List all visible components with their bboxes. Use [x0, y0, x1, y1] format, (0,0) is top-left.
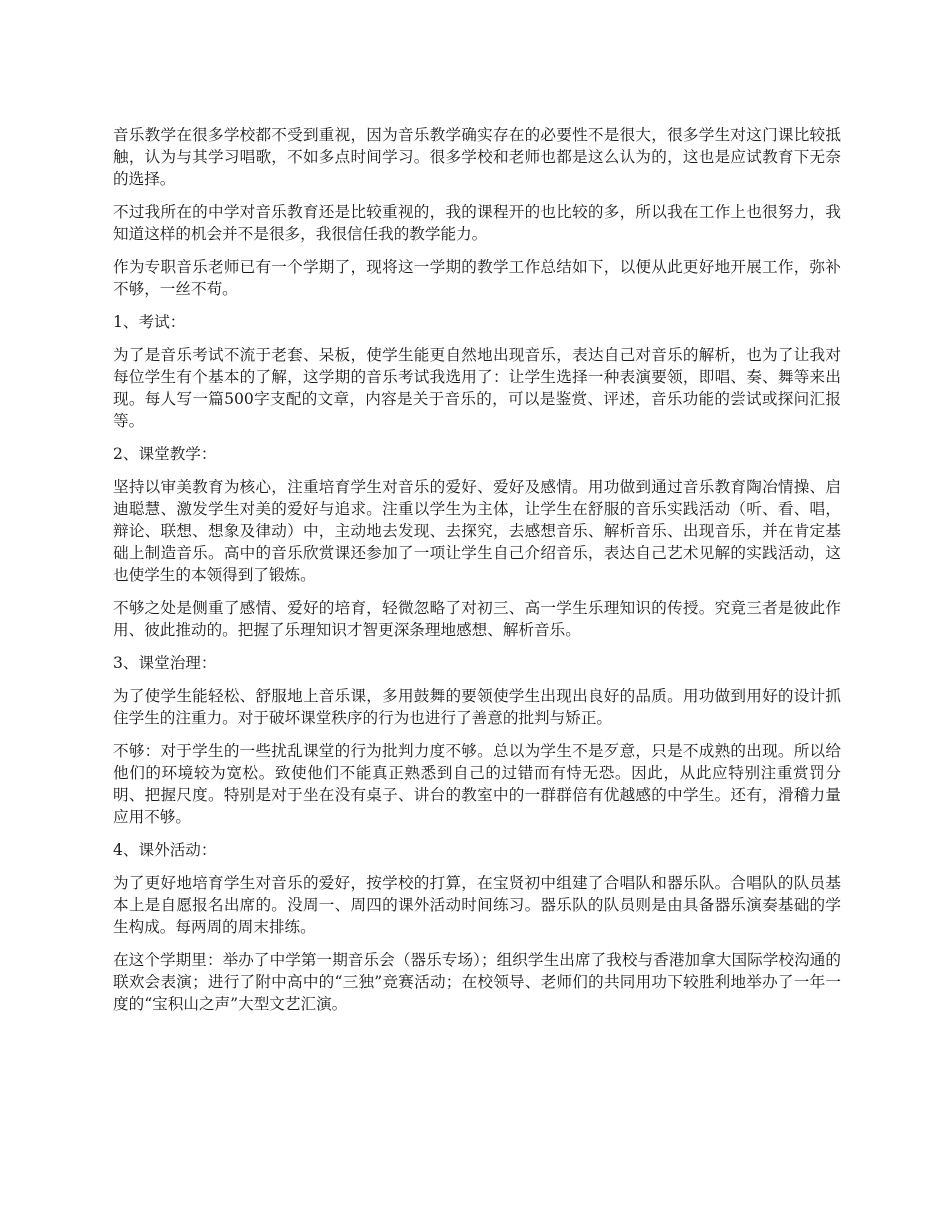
classroom-management-paragraph: 为了使学生能轻松、舒服地上音乐课，多用鼓舞的要领使学生出现出良好的品质。用功做到用好的设计抓住学生的注重力。对于破坏课堂秩序的行为也进行了善意的批判与矫正。 [113, 687, 841, 727]
section-heading-classroom-teaching: 2、课堂教学： [113, 445, 217, 463]
semester-events-paragraph: 在这个学期里：举办了中学第一期音乐会（器乐专场）；组织学生出席了我校与香港加拿大国际学校沟通的联欢会表演；进行了附中高中的“三独”竞赛活动；在校领导、老师们的共同用功下较胜利地举办了一年一度的“宝积山之声”大型文艺汇演。 [113, 951, 841, 1013]
summary-intro-paragraph: 作为专职音乐老师已有一个学期了，现将这一学期的教学工作总结如下，以便从此更好地开展工作，弥补不够，一丝不苟。 [113, 258, 841, 298]
section-heading-classroom-management: 3、课堂治理： [113, 654, 217, 672]
extracurricular-paragraph: 为了更好地培育学生对音乐的爱好，按学校的打算，在宝贤初中组建了合唱队和器乐队。合唱队的队员基本上是自愿报名出席的。没周一、周四的课外活动时间练习。器乐队的队员则是由具备器乐演奏基础的学生构成。每两周的周末排练。 [113, 874, 841, 936]
section-heading-exam: 1、考试： [113, 313, 186, 331]
management-shortcomings-paragraph: 不够：对于学生的一些扰乱课堂的行为批判力度不够。总以为学生不是歹意，只是不成熟的出现。所以给他们的环境较为宽松。致使他们不能真正熟悉到自己的过错而有恃无恐。因此，从此应特别注重赏罚分明、把握尺度。特别是对于坐在没有桌子、讲台的教室中的一群群倍有优越感的中学生。还有，滑稽力量应用不够。 [113, 742, 841, 826]
context-paragraph: 不过我所在的中学对音乐教育还是比较重视的，我的课程开的也比较的多，所以我在工作上也很努力，我知道这样的机会并不是很多，我很信任我的教学能力。 [113, 203, 841, 243]
classroom-teaching-paragraph: 坚持以审美教育为核心，注重培育学生对音乐的爱好、爱好及感情。用功做到通过音乐教育陶冶情操、启迪聪慧、激发学生对美的爱好与追求。注重以学生为主体，让学生在舒服的音乐实践活动（听、看、唱，辩论、联想、想象及律动）中，主动地去发现、去探究，去感想音乐、解析音乐、出现音乐，并在肯定基础上制造音乐。高中的音乐欣赏课还参加了一项让学生自己介绍音乐，表达自己艺术见解的实践活动，这也使学生的本领得到了锻炼。 [113, 478, 841, 584]
teaching-shortcomings-paragraph: 不够之处是侧重了感情、爱好的培育，轻微忽略了对初三、高一学生乐理知识的传授。究竟三者是彼此作用、彼此推动的。把握了乐理知识才智更深条理地感想、解析音乐。 [113, 599, 841, 639]
intro-paragraph: 音乐教学在很多学校都不受到重视，因为音乐教学确实存在的必要性不是很大，很多学生对这门课比较抵触，认为与其学习唱歌，不如多点时间学习。很多学校和老师也都是这么认为的，这也是应试教育下无奈的选择。 [113, 126, 841, 188]
section-heading-extracurricular: 4、课外活动： [113, 841, 217, 859]
exam-paragraph: 为了是音乐考试不流于老套、呆板，使学生能更自然地出现音乐，表达自己对音乐的解析，也为了让我对每位学生有个基本的了解，这学期的音乐考试我选用了：让学生选择一种表演要领，即唱、奏、舞等来出现。每人写一篇500字支配的文章，内容是关于音乐的，可以是鉴赏、评述，音乐功能的尝试或探问汇报等。 [113, 346, 841, 430]
document-body [113, 124, 841, 1026]
